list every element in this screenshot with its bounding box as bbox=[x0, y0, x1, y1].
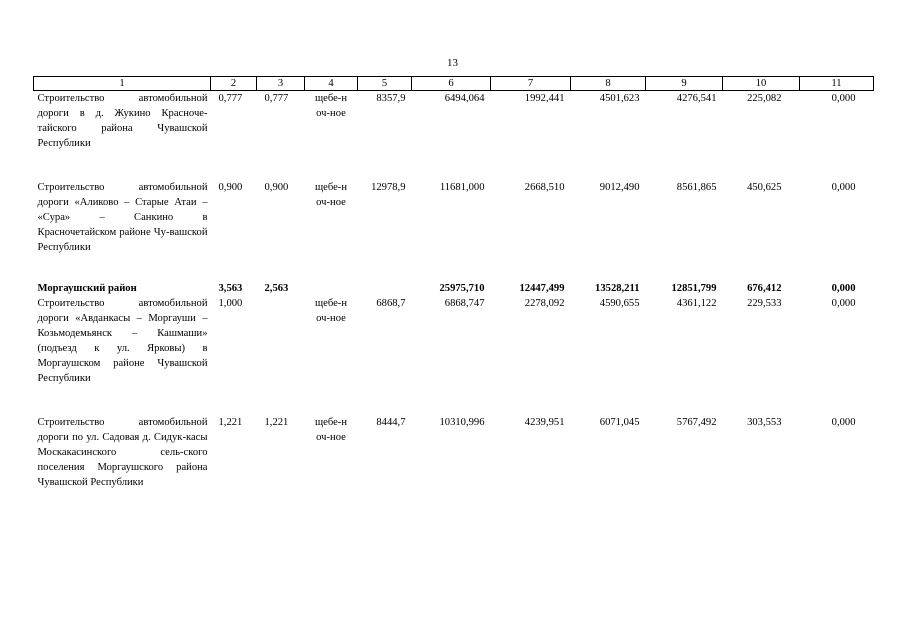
cell-col9: 4276,541 bbox=[676, 93, 717, 104]
col-header-5: 5 bbox=[358, 77, 412, 91]
cell-col11: 0,000 bbox=[831, 283, 856, 294]
cell-surface-type: щебе-ноч-ное bbox=[315, 182, 348, 208]
cell-col7: 4239,951 bbox=[524, 417, 565, 428]
cell-surface-type: щебе-ноч-ное bbox=[315, 298, 348, 324]
row-description: Строительство автомобильной дороги «Аликово – Старые Атаи – «Сура» – Санкино в Красночетайском районе Чу-вашской Республики bbox=[37, 182, 208, 253]
cell-col10: 229,533 bbox=[747, 298, 782, 309]
cell-col9: 12851,799 bbox=[671, 283, 717, 294]
cell-col5: 8357,9 bbox=[376, 93, 406, 104]
cell-col2: 3,563 bbox=[218, 283, 243, 294]
cell-col7: 2668,510 bbox=[524, 182, 565, 193]
row-spacer bbox=[34, 151, 874, 180]
cell-col2: 0,900 bbox=[218, 182, 243, 193]
cell-col3: 0,777 bbox=[264, 93, 289, 104]
cell-col2: 0,777 bbox=[218, 93, 243, 104]
cell-col3: 1,221 bbox=[264, 417, 289, 428]
col-header-3: 3 bbox=[257, 77, 305, 91]
col-header-1: 1 bbox=[34, 77, 211, 91]
cell-col11: 0,000 bbox=[831, 182, 856, 193]
table-row bbox=[34, 91, 874, 152]
cell-surface-type: щебе-ноч-ное bbox=[315, 417, 348, 443]
cell-col9: 5767,492 bbox=[676, 417, 717, 428]
column-number-header bbox=[34, 77, 874, 91]
row-description: Строительство автомобильной дороги «Авданкасы – Моргауши – Козьмодемьянск – Кашмаши» (подъезд к ул. Ярковы) в Моргаушском районе Чувашской Республики bbox=[37, 298, 208, 384]
cell-col8: 9012,490 bbox=[599, 182, 640, 193]
col-header-4: 4 bbox=[305, 77, 358, 91]
cell-col6: 10310,996 bbox=[439, 417, 485, 428]
cell-col3 bbox=[257, 296, 305, 386]
page-number: 13 bbox=[447, 57, 458, 69]
col-header-9: 9 bbox=[646, 77, 723, 91]
cell-col8: 6071,045 bbox=[599, 417, 640, 428]
cell-col11: 0,000 bbox=[831, 417, 856, 428]
cell-col6: 25975,710 bbox=[439, 283, 485, 294]
cell-col8: 4501,623 bbox=[599, 93, 640, 104]
cell-col5 bbox=[358, 281, 412, 296]
cell-col6: 11681,000 bbox=[439, 182, 485, 193]
cell-col3: 2,563 bbox=[264, 283, 289, 294]
road-construction-table bbox=[33, 76, 874, 490]
col-header-6: 6 bbox=[412, 77, 491, 91]
cell-surface-type bbox=[305, 281, 358, 296]
district-name: Моргаушский район bbox=[37, 283, 137, 294]
cell-col6: 6868,747 bbox=[444, 298, 485, 309]
cell-col10: 225,082 bbox=[747, 93, 782, 104]
table-row bbox=[34, 180, 874, 255]
cell-col10: 676,412 bbox=[747, 283, 782, 294]
cell-col5: 12978,9 bbox=[371, 182, 406, 193]
cell-col10: 303,553 bbox=[747, 417, 782, 428]
table-row bbox=[34, 296, 874, 386]
col-header-10: 10 bbox=[723, 77, 800, 91]
cell-col7: 1992,441 bbox=[524, 93, 565, 104]
col-header-2: 2 bbox=[211, 77, 257, 91]
col-header-11: 11 bbox=[800, 77, 874, 91]
row-description: Строительство автомобильной дороги в д. Жукино Красноче-тайского района Чувашской Республики bbox=[37, 93, 208, 149]
row-spacer bbox=[34, 255, 874, 281]
row-spacer bbox=[34, 386, 874, 415]
cell-col11: 0,000 bbox=[831, 298, 856, 309]
cell-col5: 6868,7 bbox=[376, 298, 406, 309]
cell-col2: 1,000 bbox=[218, 298, 243, 309]
cell-col7: 12447,499 bbox=[519, 283, 565, 294]
table-row bbox=[34, 415, 874, 490]
cell-col9: 4361,122 bbox=[676, 298, 717, 309]
cell-col9: 8561,865 bbox=[676, 182, 717, 193]
cell-col10: 450,625 bbox=[747, 182, 782, 193]
col-header-8: 8 bbox=[571, 77, 646, 91]
cell-col8: 4590,655 bbox=[599, 298, 640, 309]
cell-col2: 1,221 bbox=[218, 417, 243, 428]
cell-col8: 13528,211 bbox=[595, 283, 640, 294]
cell-col11: 0,000 bbox=[831, 93, 856, 104]
row-description: Строительство автомобильной дороги по ул. Садовая д. Сидук-касы Москакасинского сель-ского поселения Моргаушского района Чувашской Республики bbox=[37, 417, 208, 488]
cell-col7: 2278,092 bbox=[524, 298, 565, 309]
district-subtotal-row bbox=[34, 281, 874, 296]
cell-col6: 6494,064 bbox=[444, 93, 485, 104]
cell-col5: 8444,7 bbox=[376, 417, 406, 428]
cell-surface-type: щебе-ноч-ное bbox=[315, 93, 348, 119]
cell-col3: 0,900 bbox=[264, 182, 289, 193]
col-header-7: 7 bbox=[491, 77, 571, 91]
